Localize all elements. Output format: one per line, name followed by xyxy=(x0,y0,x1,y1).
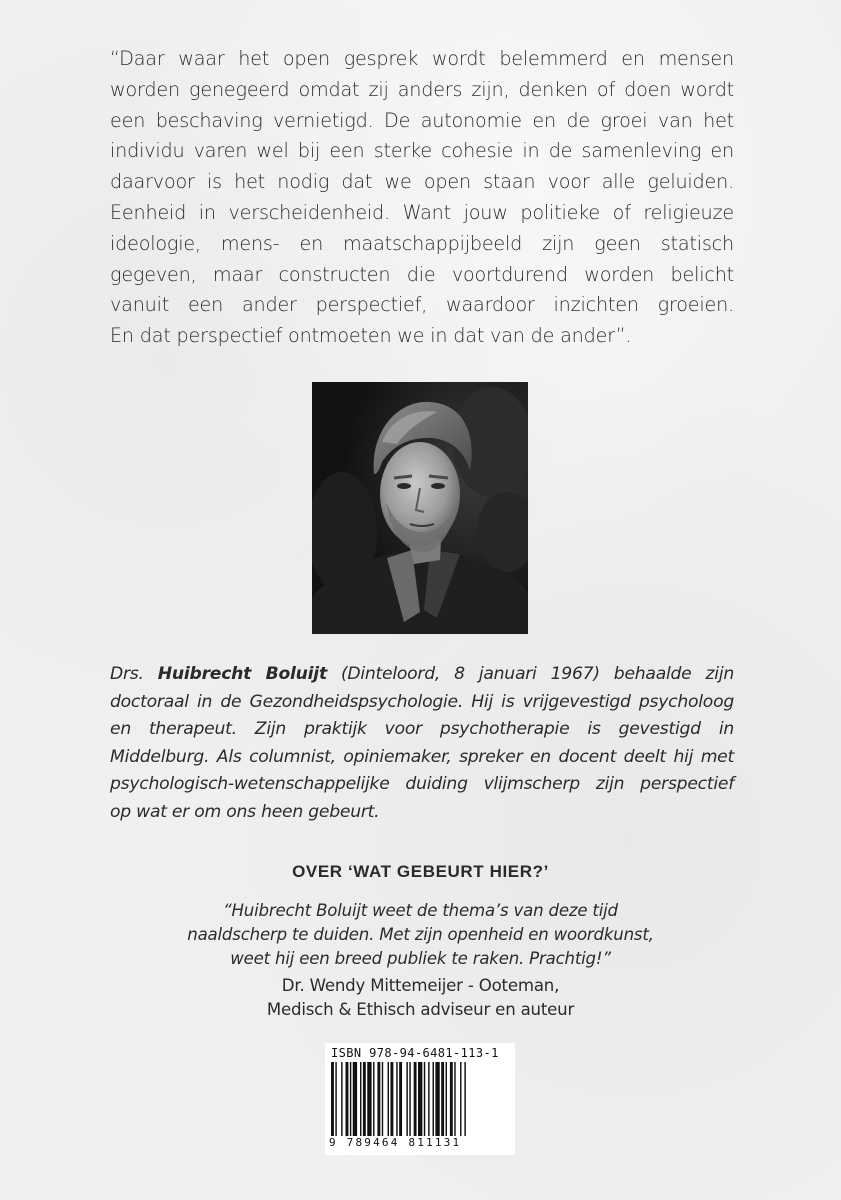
review-section-heading: OVER ‘WAT GEBEURT HIER?’ xyxy=(292,862,549,881)
reviewer-name: Dr. Wendy Mittemeijer - Ooteman, xyxy=(281,976,560,995)
barcode-bar xyxy=(446,1062,447,1136)
author-bio xyxy=(110,661,734,827)
quote-line: “Daar waar het open gesprek wordt belemmerd en mensen xyxy=(110,47,734,70)
barcode-bar xyxy=(435,1062,439,1136)
quote-line: En dat perspectief ontmoeten we in dat van de ander”. xyxy=(110,324,632,348)
quote-line: een beschaving vernietigd. De autonomie en de groei van het xyxy=(110,108,734,132)
author-photo xyxy=(312,382,528,634)
barcode-bar xyxy=(454,1062,455,1136)
isbn-label: ISBN 978-94-6481-113-1 xyxy=(331,1046,499,1060)
reviewer-attribution xyxy=(0,974,841,1022)
bio-line xyxy=(110,661,734,689)
barcode-digits: 9 789464 811131 xyxy=(329,1136,462,1149)
isbn-barcode xyxy=(325,1043,515,1155)
barcode-bar xyxy=(363,1062,366,1136)
bio-line: en therapeut. Zijn praktijk voor psychotherapie is gevestigd in xyxy=(110,719,734,740)
barcode-bar xyxy=(418,1062,422,1136)
barcode-bar xyxy=(382,1062,383,1136)
barcode-bar xyxy=(390,1062,393,1136)
barcode-bar xyxy=(460,1062,461,1136)
bio-prefix: Drs. xyxy=(110,664,158,684)
barcode-bar xyxy=(377,1062,380,1136)
barcode-bar xyxy=(441,1062,444,1136)
quote-line: vanuit een ander perspectief, waardoor inzichten groeien. xyxy=(110,293,734,317)
review-line: weet hij een breed publiek te raken. Prachtig!” xyxy=(230,949,611,968)
barcode-bar xyxy=(350,1062,351,1136)
review-line: “Huibrecht Boluijt weet de thema’s van deze tijd xyxy=(223,901,618,920)
author-name: Huibrecht Boluijt xyxy=(157,664,327,684)
barcode-bar xyxy=(346,1062,349,1136)
barcode-bar xyxy=(464,1062,465,1136)
quote-line: individu varen wel bij een sterke cohesie in de samenleving en xyxy=(110,139,734,163)
barcode-bar xyxy=(406,1062,407,1136)
barcode-bar xyxy=(360,1062,361,1136)
barcode-bar xyxy=(399,1062,402,1136)
review-quote xyxy=(0,899,841,971)
quote-line: gegeven, maar constructen die voortdurend worden belicht xyxy=(110,262,734,286)
barcode-bar xyxy=(388,1062,389,1136)
barcode-bar xyxy=(409,1062,410,1136)
barcode-bar xyxy=(428,1062,429,1136)
review-line: naaldscherp te duiden. Met zijn openheid en woordkunst, xyxy=(187,925,654,944)
bio-line: psychologisch-wetenschappelijke duiding vlijmscherp zijn perspectief xyxy=(110,774,734,795)
reviewer-role: Medisch & Ethisch adviseur en auteur xyxy=(266,1000,575,1019)
barcode-bar xyxy=(335,1062,336,1136)
quote-line: daarvoor is het nodig dat we open staan voor alle geluiden. xyxy=(110,170,734,194)
barcode-bar xyxy=(373,1062,374,1136)
bio-line: doctoraal in de Gezondheidspsychologie. Hij is vrijgevestigd psycholoog xyxy=(110,691,734,712)
quote-line: worden genegeerd omdat zij anders zijn, denken of doen wordt xyxy=(110,77,734,101)
barcode-bar xyxy=(367,1062,371,1136)
barcode-bar xyxy=(396,1062,397,1136)
barcode-bar xyxy=(450,1062,453,1136)
barcode-bar xyxy=(433,1062,434,1136)
back-cover-quote xyxy=(110,44,734,352)
barcode-bar xyxy=(424,1062,425,1136)
bio-line1-rest: (Dinteloord, 8 januari 1967) behaalde zijn xyxy=(326,664,735,684)
quote-line: Eenheid in verscheidenheid. Want jouw politieke of religieuze xyxy=(110,200,734,224)
bio-line: op wat er om ons heen gebeurt. xyxy=(110,801,380,822)
author-portrait-icon xyxy=(312,382,528,634)
quote-line: ideologie, mens- en maatschappijbeeld zijn geen statisch xyxy=(110,231,734,255)
bio-line: Middelburg. Als columnist, opiniemaker, spreker en docent deelt hij met xyxy=(110,746,734,767)
barcode-bar xyxy=(353,1062,357,1136)
barcode-bars-icon xyxy=(329,1062,511,1136)
barcode-bar xyxy=(414,1062,417,1136)
barcode-bar xyxy=(331,1062,334,1136)
barcode-bar xyxy=(341,1062,342,1136)
